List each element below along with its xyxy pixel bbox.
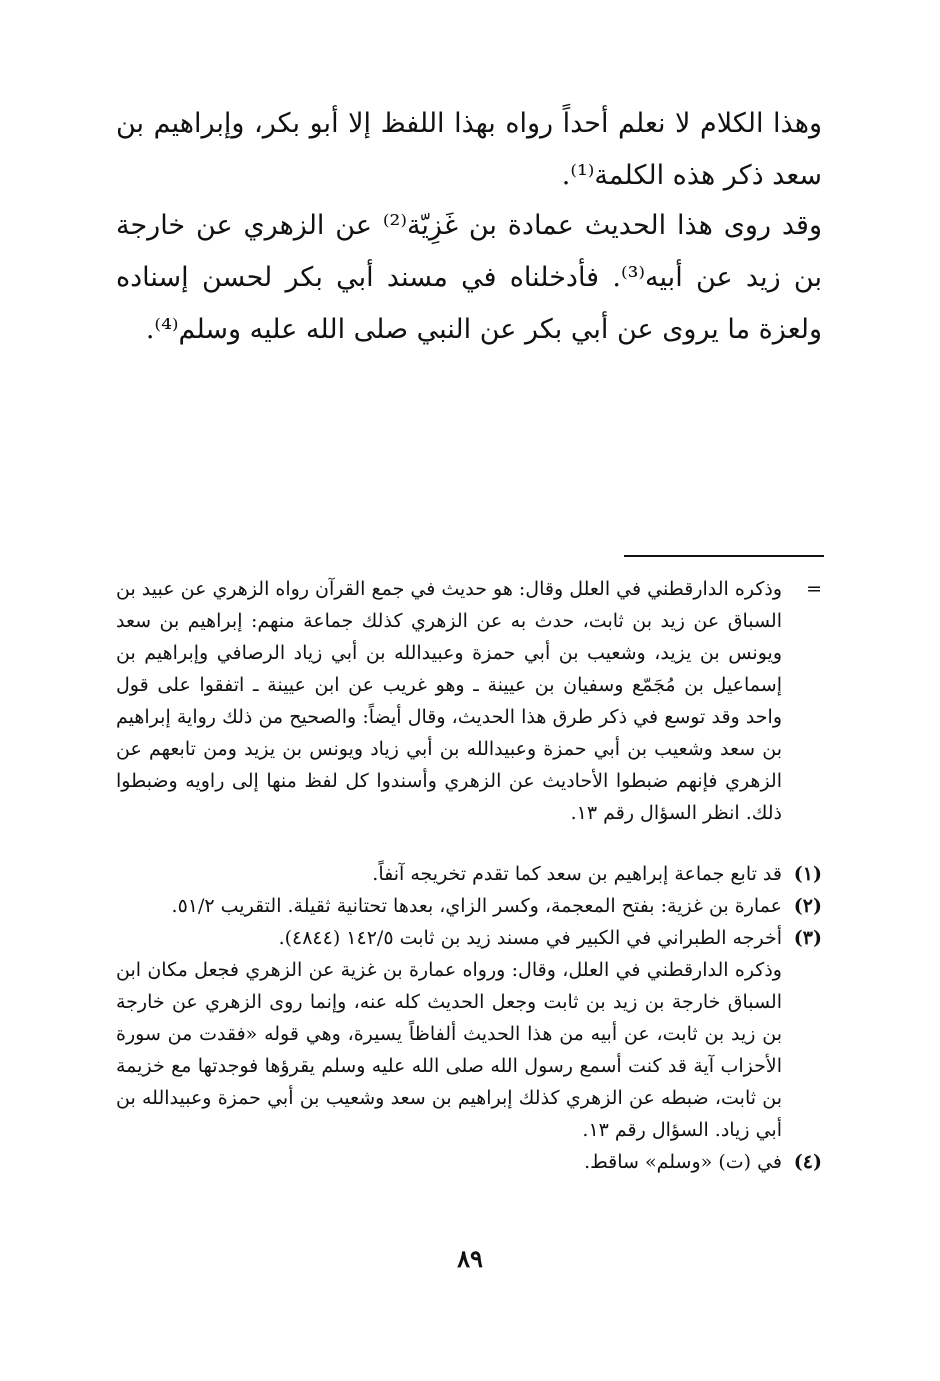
continuation-marker: = xyxy=(806,578,822,600)
footnote-4-text: في (ت) «وسلم» ساقط. xyxy=(584,1151,782,1173)
footnote-3-extra: وذكره الدارقطني في العلل، وقال: ورواه عمارة بن غزية عن الزهري فجعل مكان ابن السباق خارجة بن زيد بن ثابت وجعل الحديث كله عنه، وإنما روى الزهري عن خارجة بن زيد بن ثابت، عن أبيه من هذا الحديث ألفاظاً يسيرة، وهي قوله «فقدت من سورة الأحزاب آية قد كنت أسمع رسول الله صلى الله عليه وسلم يقرؤها فوجدتها مع خزيمة بن ثابت، ضبطه عن الزهري كذلك إبراهيم بن سعد وشعيب بن أبي حمزة وعبيدالله بن أبي زياد. السؤال رقم ١٣. xyxy=(116,959,782,1141)
footnote-3-marker: (٣) xyxy=(793,927,822,949)
footnote-continuation xyxy=(116,573,822,829)
footnote-2-text: عمارة بن غزية: بفتح المعجمة، وكسر الزاي، بعدها تحتانية ثقيلة. التقريب ٥١/٢. xyxy=(171,895,782,917)
footnote-4-marker: (٤) xyxy=(793,1151,822,1173)
footnote-1-text: قد تابع جماعة إبراهيم بن سعد كما تقدم تخريجه آنفاً. xyxy=(372,863,782,885)
footnote-4 xyxy=(116,1146,822,1178)
footnote-separator xyxy=(624,555,824,557)
footnote-3 xyxy=(116,922,822,954)
continuation-text: وذكره الدارقطني في العلل وقال: هو حديث في جمع القرآن رواه الزهري عن عبيد بن السباق عن زيد بن ثابت، حدث به عن الزهري كذلك جماعة منهم: إبراهيم بن سعد ويونس بن يزيد، وشعيب بن أبي حمزة وعبيدالله بن أبي زياد الرصافي وإبراهيم بن إسماعيل بن مُجَمّع وسفيان بن عيينة ـ وهو غريب عن ابن عيينة ـ اتفقوا على قول واحد وقد توسع في ذكر طرق هذا الحديث، وقال أيضاً: والصحيح من ذلك رواية إبراهيم بن سعد وشعيب بن أبي حمزة وعبيدالله بن أبي زياد ويونس بن يزيد ومن تابعهم عن الزهري فإنهم ضبطوا الأحاديث عن الزهري وأسندوا كل لفظ منها إلى راويه وضبطوا ذلك. انظر السؤال رقم ١٣. xyxy=(116,578,782,824)
footnote-2 xyxy=(116,890,822,922)
footnote-2-marker: (٢) xyxy=(793,895,822,917)
footnote-1 xyxy=(116,858,822,890)
body-paragraph-2: وقد روى هذا الحديث عمادة بن غَزِيّة⁽²⁾ عن الزهري عن خارجة بن زيد عن أبيه⁽³⁾. فأدخلناه في مسند أبي بكر لحسن إسناده ولعزة ما يروى عن أبي بكر عن النبي صلى الله عليه وسلم⁽⁴⁾. xyxy=(116,210,822,345)
footnote-3-text: أخرجه الطبراني في الكبير في مسند زيد بن ثابت ١٤٢/٥ (٤٨٤٤). xyxy=(278,927,782,949)
page-number: ٨٩ xyxy=(457,1244,483,1273)
body-paragraph-1: وهذا الكلام لا نعلم أحداً رواه بهذا اللفظ إلا أبو بكر، وإبراهيم بن سعد ذكر هذه الكلمة⁽¹⁾. xyxy=(116,108,822,191)
footnote-continuation-block xyxy=(116,573,822,829)
footnote-1-marker: (١) xyxy=(793,863,822,885)
footnotes-list xyxy=(116,858,822,1178)
